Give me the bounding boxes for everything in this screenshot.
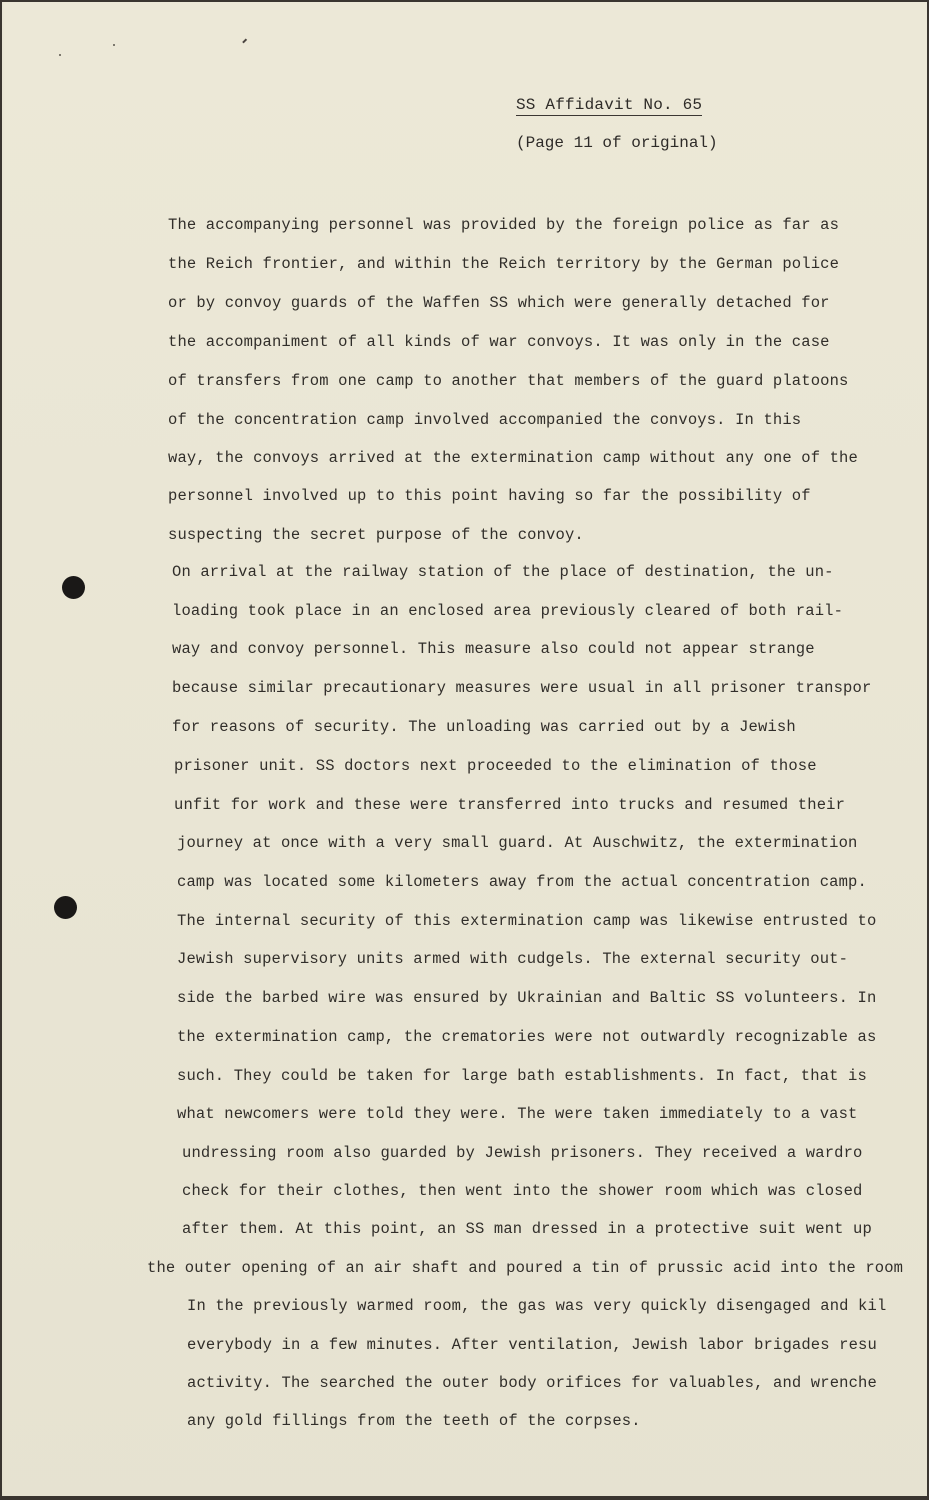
text-line: such. They could be taken for large bath establishments. In fact, that is bbox=[177, 1067, 867, 1085]
pencil-mark bbox=[242, 38, 247, 43]
text-line: activity. The searched the outer body orifices for valuables, and wrenche bbox=[187, 1374, 877, 1392]
text-line: of transfers from one camp to another that members of the guard platoons bbox=[168, 372, 849, 390]
text-line: way, the convoys arrived at the extermination camp without any one of the bbox=[168, 449, 858, 467]
text-line: the Reich frontier, and within the Reich territory by the German police bbox=[168, 255, 840, 273]
text-line: because similar precautionary measures were usual in all prisoner transpor bbox=[172, 679, 872, 697]
text-line: personnel involved up to this point having so far the possibility of bbox=[168, 487, 811, 505]
document-header bbox=[516, 96, 718, 152]
text-line: of the concentration camp involved accompanied the convoys. In this bbox=[168, 411, 802, 429]
paper-speck bbox=[59, 54, 61, 56]
text-line: everybody in a few minutes. After ventilation, Jewish labor brigades resu bbox=[187, 1336, 877, 1354]
text-line: The accompanying personnel was provided by the foreign police as far as bbox=[168, 216, 840, 234]
text-line: prisoner unit. SS doctors next proceeded to the elimination of those bbox=[174, 757, 817, 775]
punch-hole-top bbox=[62, 576, 85, 599]
text-line: for reasons of security. The unloading was carried out by a Jewish bbox=[172, 718, 796, 736]
text-line: The internal security of this extermination camp was likewise entrusted to bbox=[177, 912, 877, 930]
text-line: way and convoy personnel. This measure also could not appear strange bbox=[172, 640, 815, 658]
punch-hole-bottom bbox=[54, 896, 77, 919]
text-line: In the previously warmed room, the gas was very quickly disengaged and kil bbox=[187, 1297, 887, 1315]
text-line: check for their clothes, then went into the shower room which was closed bbox=[182, 1182, 863, 1200]
text-line: side the barbed wire was ensured by Ukrainian and Baltic SS volunteers. In bbox=[177, 989, 877, 1007]
text-line: Jewish supervisory units armed with cudgels. The external security out- bbox=[177, 950, 849, 968]
text-line: On arrival at the railway station of the place of destination, the un- bbox=[172, 563, 834, 581]
text-line: the outer opening of an air shaft and poured a tin of prussic acid into the room bbox=[147, 1259, 904, 1277]
document-title: SS Affidavit No. 65 bbox=[516, 96, 703, 114]
text-line: loading took place in an enclosed area previously cleared of both rail- bbox=[172, 602, 844, 620]
text-line: camp was located some kilometers away from the actual concentration camp. bbox=[177, 873, 867, 891]
text-line: suspecting the secret purpose of the convoy. bbox=[168, 526, 584, 544]
text-line: unfit for work and these were transferred into trucks and resumed their bbox=[174, 796, 846, 814]
document-page bbox=[2, 2, 927, 1496]
text-line: journey at once with a very small guard. At Auschwitz, the extermination bbox=[177, 834, 858, 852]
text-line: or by convoy guards of the Waffen SS which were generally detached for bbox=[168, 294, 830, 312]
paper-speck bbox=[113, 44, 115, 46]
text-line: after them. At this point, an SS man dressed in a protective suit went up bbox=[182, 1220, 872, 1238]
document-subtitle: (Page 11 of original) bbox=[516, 134, 718, 152]
text-line: what newcomers were told they were. The were taken immediately to a vast bbox=[177, 1105, 858, 1123]
text-line: the extermination camp, the crematories were not outwardly recognizable as bbox=[177, 1028, 877, 1046]
text-line: any gold fillings from the teeth of the corpses. bbox=[187, 1412, 641, 1430]
text-line: undressing room also guarded by Jewish prisoners. They received a wardro bbox=[182, 1144, 863, 1162]
text-line: the accompaniment of all kinds of war convoys. It was only in the case bbox=[168, 333, 830, 351]
